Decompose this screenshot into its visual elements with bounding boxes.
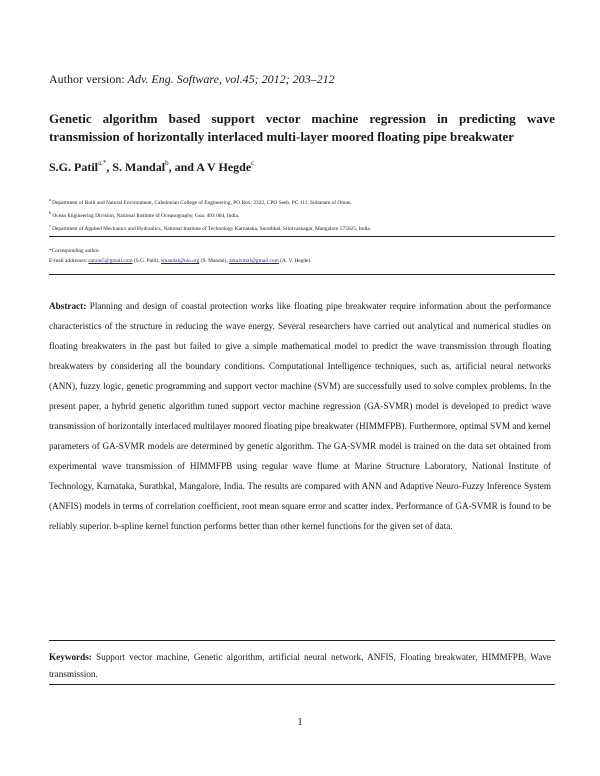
affiliation-line: [49, 208, 555, 221]
author-name: S.G. Patil: [49, 160, 99, 174]
author-affiliation-mark: c: [251, 159, 255, 167]
affiliation-mark: c: [49, 222, 51, 228]
affiliation-line: [49, 221, 555, 234]
author-name: S. Mandal: [112, 160, 166, 174]
email-link[interactable]: arkalvittal@gmail.com: [229, 258, 279, 264]
author-separator: , and: [168, 160, 197, 174]
affiliation-text: Ocean Engineering Division, National Institute of Oceanography, Goa. 403 004, India.: [51, 212, 240, 219]
email-prefix: E-mail addresses:: [49, 258, 89, 264]
affiliations: [49, 195, 555, 233]
affiliation-mark: a: [49, 197, 51, 202]
author-affiliation-mark: b: [165, 159, 169, 167]
page-number: 1: [297, 716, 303, 728]
section-divider: [49, 640, 555, 641]
keywords-paragraph: [49, 649, 551, 683]
section-divider: [49, 684, 555, 685]
author-version-prefix: Author version:: [49, 72, 128, 86]
author-separator: ,: [106, 160, 113, 174]
affiliation-mark: b: [49, 209, 51, 215]
corresponding-author-label: *Corresponding author.: [49, 248, 100, 254]
keywords-text: Support vector machine, Genetic algorithm, artificial neural network, ANFIS, Floating breakwater, HIMMFPB, Wave transmission.: [49, 652, 551, 679]
author-list: [49, 160, 254, 175]
keywords-label: Keywords:: [49, 652, 92, 662]
abstract-paragraph: [49, 296, 551, 536]
email-owner: (A. V. Hegde).: [278, 258, 312, 264]
email-owner: (S.G. Patil),: [132, 258, 162, 264]
journal-citation: Adv. Eng. Software, vol.45; 2012; 203–212: [127, 72, 335, 86]
email-link[interactable]: smandal@nio.org: [161, 258, 200, 264]
abstract-text: Planning and design of coastal protection works like floating pipe breakwater require information about the performance characteristics of the structure in reducing the wave energy. Several researchers have carried out analytical and numerical studies on floating breakwaters in the past but failed to give a simple mathematical model to predict the wave transmission through floating breakwaters by considering all the boundary conditions. Computational Intelligence techniques, such as, artificial neural networks (ANN), fuzzy logic, genetic programming and support vector machine (SVM) are successfully used to solve complex problems. In the present paper, a hybrid genetic algorithm tuned support vector machine regression (GA-SVMR) model is developed to predict wave transmission of horizontally interlaced multilayer moored floating pipe breakwater (HIMMFPB). Furthermore, optimal SVM and kernel parameters of GA-SVMR models are determined by genetic algorithm. The GA-SVMR model is trained on the data set obtained from experimental wave transmission of HIMMFPB using regular wave flume at Marine Structure Laboratory, National Institute of Technology, Karnataka, Surathkal, Mangalore, India. The results are compared with ANN and Adaptive Neuro-Fuzzy Inference System (ANFIS) models in terms of correlation coefficient, root mean square error and scatter index. Performance of GA-SVMR is found to be reliably superior. b-spline kernel function performs better than other kernel functions for the given set of data.: [49, 301, 551, 531]
author-name: A V Hegde: [196, 160, 252, 174]
affiliation-line: [49, 195, 555, 208]
section-divider: [49, 274, 555, 275]
affiliation-text: Department of Built and Natural Environment, Caledonian College of Engineering, PO Box: 2322, CPO Seeb, PC 111, Sultanate of Oman.: [50, 199, 352, 206]
paper-title: Genetic algorithm based support vector machine regression in predicting wave transmission of horizontally interlaced multi-layer moored floating pipe breakwater: [49, 111, 555, 144]
author-affiliation-mark: a,*: [98, 159, 107, 167]
correspondence: [49, 246, 312, 266]
author-version-line: [49, 72, 335, 87]
section-divider: [49, 236, 555, 237]
email-link[interactable]: sanras5@gmail.com: [88, 258, 133, 264]
affiliation-text: Department of Applied Mechanics and Hydraulics, National Institute of Technology Karnataka, Surathkal, Srinivasnagar, Mangalore 575025, India.: [50, 225, 372, 232]
email-owner: (S. Mandal),: [199, 258, 230, 264]
abstract-label: Abstract:: [49, 301, 87, 311]
email-line: [49, 256, 312, 266]
